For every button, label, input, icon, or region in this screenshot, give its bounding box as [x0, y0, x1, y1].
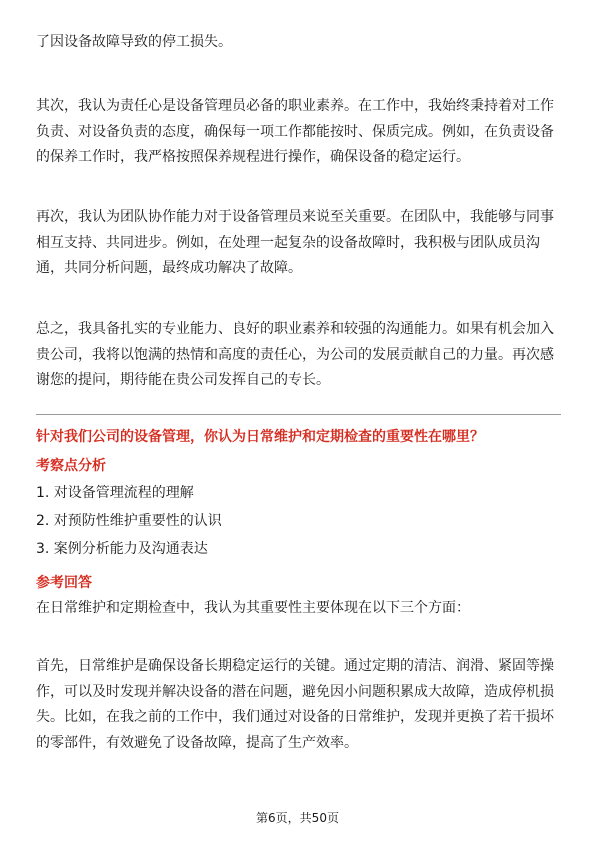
reference-answer-intro: 在日常维护和定期检查中，我认为其重要性主要体现在以下三个方面： — [36, 600, 470, 616]
analysis-item: 1. 对设备管理流程的理解 — [36, 485, 194, 501]
section-divider — [36, 414, 561, 415]
analysis-item: 2. 对预防性维护重要性的认识 — [36, 513, 222, 529]
continued-paragraph: 了因设备故障导致的停工损失。 — [36, 34, 232, 50]
answer-paragraph-summary: 总之，我具备扎实的专业能力、良好的职业素养和较强的沟通能力。如果有机会加入贵公司，我将以饱满的热情和高度的责任心，为公司的发展贡献自己的力量。再次感谢您的提问，期待能在贵公司发挥自己的专长。 — [36, 321, 554, 388]
analysis-heading: 考察点分析 — [36, 458, 106, 474]
answer-paragraph-third: 再次，我认为团队协作能力对于设备管理员来说至关重要。在团队中，我能够与同事相互支持、共同进步。例如，在处理一起复杂的设备故障时，我积极与团队成员沟通，共同分析问题，最终成功解决了故障。 — [36, 209, 554, 276]
analysis-item: 3. 案例分析能力及沟通表达 — [36, 541, 208, 557]
question-title: 针对我们公司的设备管理，你认为日常维护和定期检查的重要性在哪里？ — [36, 429, 484, 445]
answer-paragraph-second: 其次，我认为责任心是设备管理员必备的职业素养。在工作中，我始终秉持着对工作负责、对设备负责的态度，确保每一项工作都能按时、保质完成。例如，在负责设备的保养工作时，我严格按照保养规程进行操作，确保设备的稳定运行。 — [36, 98, 554, 165]
reference-answer-paragraph: 首先，日常维护是确保设备长期稳定运行的关键。通过定期的清洁、润滑、紧固等操作，可以及时发现并解决设备的潜在问题，避免因小问题积累成大故障，造成停机损失。比如，在我之前的工作中，我们通过对设备的日常维护，发现并更换了若干损坏的零部件，有效避免了设备故障，提高了生产效率。 — [36, 658, 554, 751]
reference-answer-heading: 参考回答 — [36, 575, 92, 591]
page-number: 第6页，共50页 — [256, 811, 339, 825]
